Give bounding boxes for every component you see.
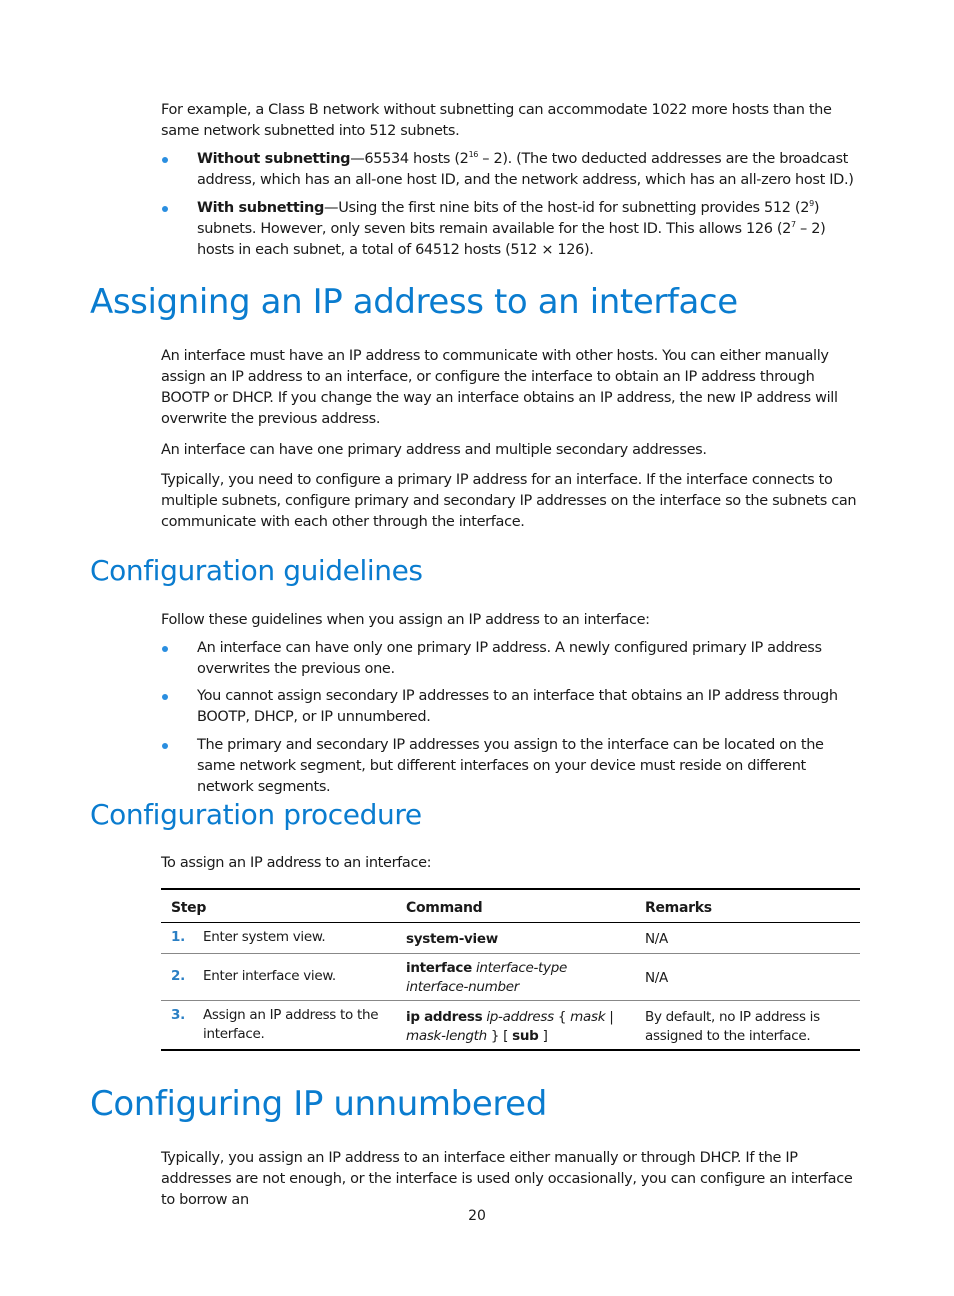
command-text: interface interface-type interface-number: [406, 960, 567, 995]
table-bottom-rule: [161, 1049, 860, 1051]
section1-paragraph: An interface can have one primary address and multiple secondary addresses.: [161, 442, 707, 458]
step-description: Enter system view.: [203, 929, 326, 945]
bullet-dot: [162, 206, 168, 212]
intro-paragraph: For example, a Class B network without subnetting can accommodate 1022 more hosts than the same network subnetted into 512 subnets.: [161, 102, 832, 139]
step-number: 2.: [171, 968, 185, 984]
row-divider: [161, 953, 860, 954]
step-description: Assign an IP address to the interface.: [203, 1007, 379, 1042]
command-text: ip address ip-address { mask | mask-length } [ sub ]: [406, 1009, 614, 1044]
row-divider: [161, 1000, 860, 1001]
bullet-without-subnetting: Without subnetting—65534 hosts $(2^{16} - 2)$. (The two deducted addresses are the broadcast address, which has an all-one host ID, and the network address, which has an all-zero host ID.): [197, 150, 854, 188]
header-command: Command: [406, 900, 483, 916]
remarks-text: By default, no IP address is assigned to the interface.: [645, 1009, 820, 1044]
step-number: 3.: [171, 1007, 185, 1023]
subsection-title-guidelines: Configuration guidelines: [90, 554, 423, 587]
section2-paragraph: Typically, you assign an IP address to an interface either manually or through DHCP. If the IP addresses are not enough, or the interface is used only occasionally, you can configure an interface to borrow an: [161, 1150, 853, 1208]
table-top-rule: [161, 888, 860, 890]
remarks-text: N/A: [645, 931, 668, 947]
section-title-assigning: Assigning an IP address to an interface: [90, 282, 738, 322]
guideline-item: The primary and secondary IP addresses you assign to the interface can be located on the same network segment, but different interfaces on your device must reside on different network segments.: [197, 737, 824, 795]
remarks-text: N/A: [645, 970, 668, 986]
bullet-with-subnetting: With subnetting—Using the first nine bits of the host-id for subnetting provides 512 $(2^9)$ subnets. However, only seven bits remain available for the host ID. This allows 126 $(2^7 - 2)$ hosts in each subnet, a total of 64512 hosts (512 × 126).: [197, 199, 826, 258]
section1-paragraph: An interface must have an IP address to communicate with other hosts. You can either manually assign an IP address to an interface, or configure the interface to obtain an IP address through BOOTP or DHCP. If you change the way an interface obtains an IP address, the new IP address will overwrite the previous address.: [161, 348, 838, 427]
section1-paragraph: Typically, you need to configure a primary IP address for an interface. If the interface connects to multiple subnets, configure primary and secondary IP addresses on the interface so the subnets can communicate with each other through the interface.: [161, 472, 857, 530]
header-step: Step: [171, 900, 207, 916]
step-description: Enter interface view.: [203, 968, 336, 984]
header-remarks: Remarks: [645, 900, 712, 916]
page-number: 20: [468, 1208, 486, 1224]
procedure-intro: To assign an IP address to an interface:: [161, 855, 432, 871]
subsection-title-procedure: Configuration procedure: [90, 798, 422, 831]
guidelines-intro: Follow these guidelines when you assign an IP address to an interface:: [161, 612, 650, 628]
bullet-dot: [162, 694, 168, 700]
guideline-item: An interface can have only one primary IP address. A newly configured primary IP address overwrites the previous one.: [197, 640, 822, 677]
guideline-item: You cannot assign secondary IP addresses to an interface that obtains an IP address through BOOTP, DHCP, or IP unnumbered.: [197, 688, 838, 725]
table-header-rule: [161, 922, 860, 923]
bullet-dot: [162, 646, 168, 652]
bullet-dot: [162, 743, 168, 749]
bullet-dot: [162, 157, 168, 163]
section-title-unnumbered: Configuring IP unnumbered: [90, 1084, 547, 1124]
command-text: system-view: [406, 931, 498, 947]
step-number: 1.: [171, 929, 185, 945]
